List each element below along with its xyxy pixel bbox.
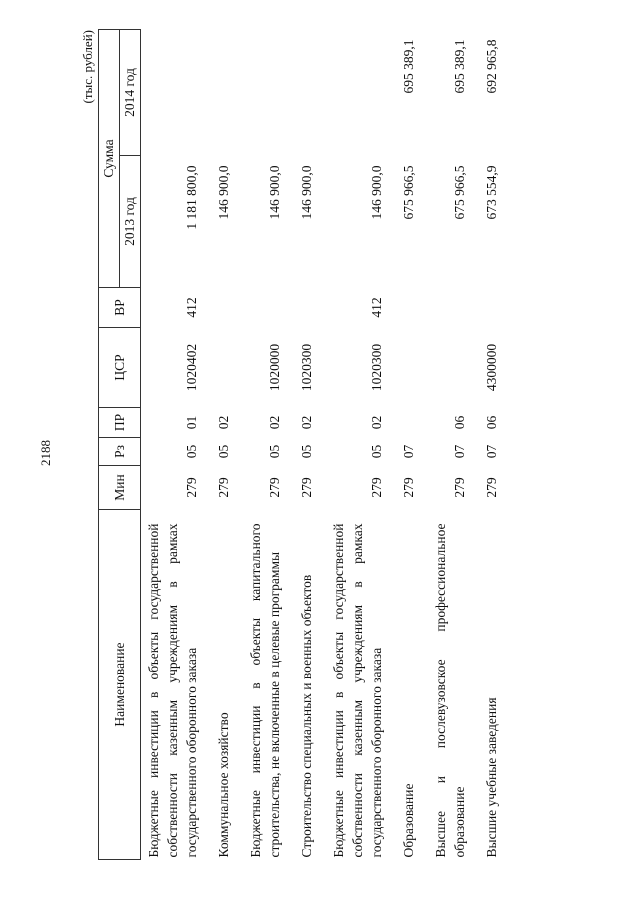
- table-row: [396, 29, 428, 859]
- cell-y2013: 675 966,5: [452, 165, 467, 220]
- header-sum: Сумма: [99, 29, 120, 287]
- cell-y2013: 146 900,0: [267, 165, 282, 220]
- cell-vr: [428, 288, 479, 328]
- cell-pr: [396, 408, 428, 438]
- cell-rz: 05: [184, 444, 199, 459]
- cell-y2013: 675 966,5: [401, 165, 416, 220]
- cell-y2014: [326, 29, 396, 155]
- cell-y2014: [141, 29, 212, 155]
- cell-csr: 1020402: [184, 343, 199, 392]
- cell-vr: [211, 288, 243, 328]
- cell-name: Строительство специальных и военных объектов: [299, 574, 314, 858]
- cell-csr: [211, 328, 243, 408]
- header-min: Мин: [99, 466, 141, 510]
- cell-min: 279: [267, 477, 282, 498]
- cell-csr: 4300000: [484, 343, 499, 392]
- table-row: [243, 29, 294, 859]
- cell-vr: [243, 288, 294, 328]
- header-name: Наименование: [99, 510, 141, 860]
- table-row: [141, 29, 212, 859]
- cell-vr: [396, 288, 428, 328]
- cell-y2013: 146 900,0: [369, 165, 384, 220]
- table-row: [479, 29, 511, 859]
- rotated-page: [80, 30, 580, 860]
- header-csr: ЦСР: [99, 328, 141, 408]
- cell-rz: 05: [267, 444, 282, 459]
- cell-vr: 412: [369, 297, 384, 318]
- cell-pr: 02: [216, 415, 231, 430]
- cell-y2013: 673 554,9: [484, 165, 499, 220]
- header-2014: 2014 год: [120, 29, 141, 155]
- cell-name: Бюджетные инвестиции в объекты капитального строительства, не включенные в целевые программы: [248, 523, 282, 858]
- cell-rz: 07: [484, 444, 499, 459]
- table-row: [211, 29, 243, 859]
- cell-csr: 1020300: [299, 343, 314, 392]
- cell-min: 279: [401, 477, 416, 498]
- cell-csr: 1020300: [369, 343, 384, 392]
- cell-rz: 05: [216, 444, 231, 459]
- cell-csr: 1020000: [267, 343, 282, 392]
- cell-rz: 05: [299, 444, 314, 459]
- cell-pr: 02: [267, 415, 282, 430]
- cell-vr: [294, 288, 326, 328]
- cell-y2013: 146 900,0: [216, 165, 231, 220]
- table-row: [326, 29, 396, 859]
- cell-rz: 05: [369, 444, 384, 459]
- cell-rz: 07: [401, 444, 416, 459]
- cell-vr: 412: [184, 297, 199, 318]
- cell-pr: 02: [299, 415, 314, 430]
- table-row: [294, 29, 326, 859]
- cell-y2014: [211, 29, 243, 155]
- cell-name: Коммунальное хозяйство: [216, 712, 231, 858]
- cell-y2013: 1 181 800,0: [184, 165, 199, 230]
- cell-csr: [396, 328, 428, 408]
- cell-rz: 07: [452, 444, 467, 459]
- page-number: 2188: [38, 440, 53, 466]
- header-vr: ВР: [99, 288, 141, 328]
- cell-name: Высшее и послевузовское профессиональное образование: [433, 523, 467, 858]
- cell-min: 279: [369, 477, 384, 498]
- cell-pr: 01: [184, 415, 199, 430]
- units-label: (тыс. рублей): [80, 30, 95, 104]
- header-2013: 2013 год: [120, 156, 141, 288]
- cell-name: Бюджетные инвестиции в объекты государственной собственности казенным учреждениям в рамках государственного оборонного заказа: [146, 523, 199, 858]
- cell-pr: 06: [452, 415, 467, 430]
- header-pr: ПР: [99, 408, 141, 438]
- cell-pr: 02: [369, 415, 384, 430]
- cell-min: 279: [216, 477, 231, 498]
- cell-csr: [428, 328, 479, 408]
- cell-min: 279: [184, 477, 199, 498]
- table-body: [141, 29, 512, 859]
- cell-name: Образование: [401, 783, 416, 858]
- table-row: [428, 29, 479, 859]
- cell-name: Бюджетные инвестиции в объекты государственной собственности казенным учреждениям в рамках государственного оборонного заказа: [331, 523, 384, 858]
- cell-y2014: 692 965,8: [484, 39, 499, 94]
- cell-min: 279: [452, 477, 467, 498]
- budget-table: [98, 29, 511, 860]
- cell-y2014: 695 389,1: [401, 39, 416, 94]
- cell-min: 279: [299, 477, 314, 498]
- cell-name: Высшие учебные заведения: [484, 697, 499, 858]
- cell-y2014: 695 389,1: [452, 39, 467, 94]
- cell-vr: [479, 288, 511, 328]
- cell-y2013: 146 900,0: [299, 165, 314, 220]
- cell-min: 279: [484, 477, 499, 498]
- cell-y2014: [243, 29, 294, 155]
- cell-y2014: [294, 29, 326, 155]
- cell-pr: 06: [484, 415, 499, 430]
- header-rz: Рз: [99, 438, 141, 466]
